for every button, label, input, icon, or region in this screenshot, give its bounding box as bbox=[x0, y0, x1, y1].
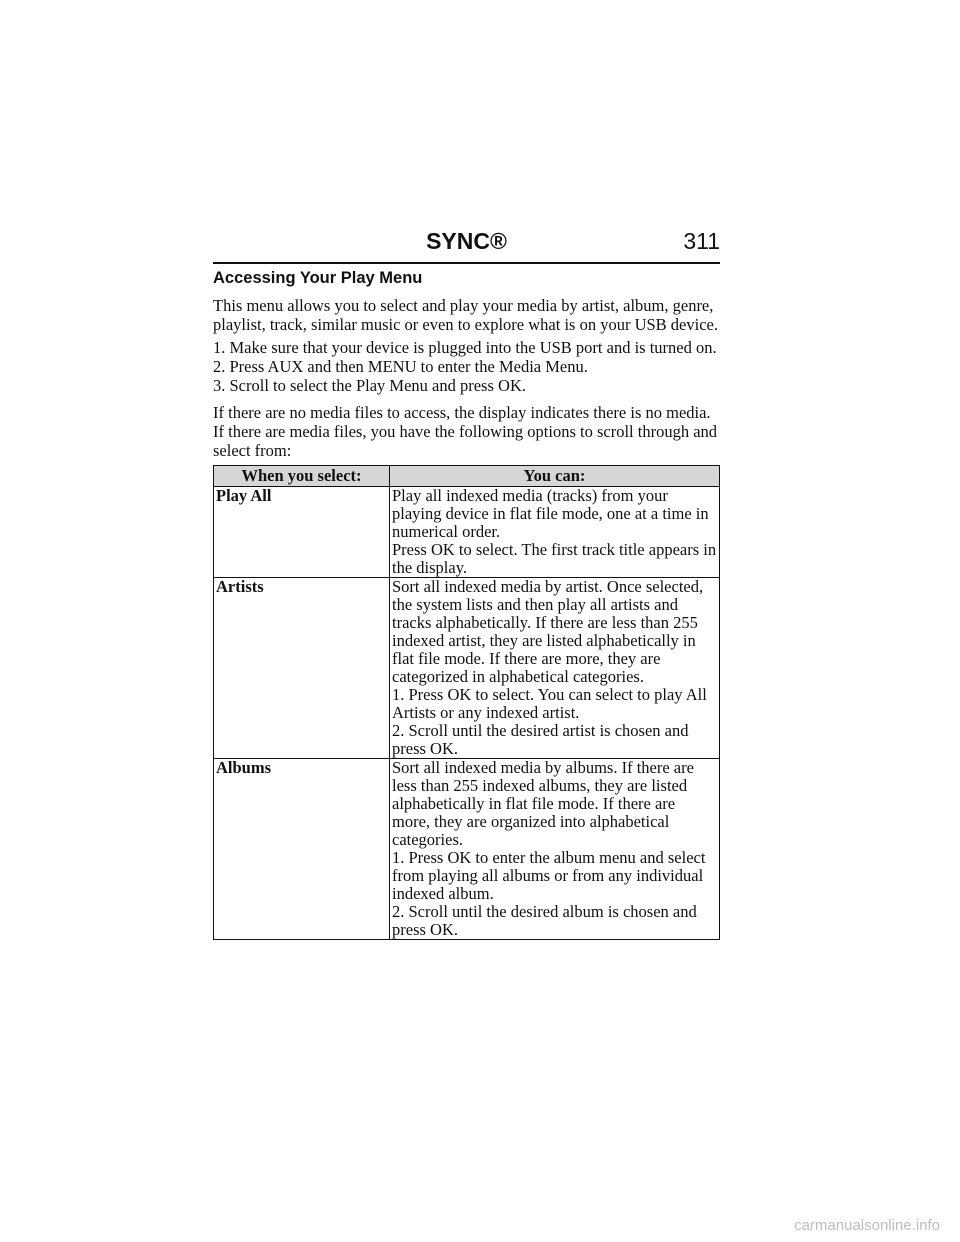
description-line: 2. Scroll until the desired album is chosen and press OK. bbox=[392, 902, 697, 939]
option-name: Play All bbox=[214, 487, 390, 578]
description-line: Play all indexed media (tracks) from your playing device in flat file mode, one at a time in numerical order. bbox=[392, 486, 709, 541]
description-line: Press OK to select. The first track title appears in the display. bbox=[392, 540, 717, 577]
option-name: Albums bbox=[214, 759, 390, 940]
section-heading: Accessing Your Play Menu bbox=[213, 269, 423, 287]
table-row bbox=[214, 487, 720, 578]
column-header: When you select: bbox=[214, 466, 390, 487]
description-line: Sort all indexed media by albums. If there are less than 255 indexed albums, they are listed alphabetically in flat file mode. If there are more, they are organized into alphabetical categories. bbox=[392, 758, 694, 849]
table-row bbox=[214, 578, 720, 759]
table-header-row bbox=[214, 466, 720, 487]
steps-list bbox=[213, 338, 720, 395]
option-description bbox=[390, 759, 720, 940]
description-line: 1. Press OK to select. You can select to play All Artists or any indexed artist. bbox=[392, 685, 707, 722]
option-name: Artists bbox=[214, 578, 390, 759]
intro-paragraph: This menu allows you to select and play your media by artist, album, genre, playlist, track, similar music or even to explore what is on your USB device. bbox=[213, 296, 718, 334]
step-item: 3. Scroll to select the Play Menu and press OK. bbox=[213, 376, 526, 395]
column-header: You can: bbox=[390, 466, 720, 487]
step-item: 2. Press AUX and then MENU to enter the Media Menu. bbox=[213, 357, 588, 376]
watermark: carmanualsonline.info bbox=[794, 1217, 940, 1234]
table-row bbox=[214, 759, 720, 940]
option-description bbox=[390, 487, 720, 578]
description-line: Sort all indexed media by artist. Once selected, the system lists and then play all artists and tracks alphabetically. If there are less than 255 indexed artist, they are listed alphabetically in flat file mode. If there are more, they are categorized in alphabetical categories. bbox=[392, 577, 704, 686]
options-paragraph: If there are no media files to access, the display indicates there is no media. If there are media files, you have the following options to scroll through and select from: bbox=[213, 403, 718, 460]
page-content bbox=[213, 268, 720, 940]
option-description bbox=[390, 578, 720, 759]
page-number: 311 bbox=[683, 228, 720, 254]
play-menu-options-table bbox=[213, 465, 720, 940]
section-title: SYNC® bbox=[426, 228, 507, 254]
page-header bbox=[213, 226, 720, 264]
description-line: 1. Press OK to enter the album menu and select from playing all albums or from any individual indexed album. bbox=[392, 848, 706, 903]
description-line: 2. Scroll until the desired artist is chosen and press OK. bbox=[392, 721, 689, 758]
step-item: 1. Make sure that your device is plugged into the USB port and is turned on. bbox=[213, 338, 717, 357]
